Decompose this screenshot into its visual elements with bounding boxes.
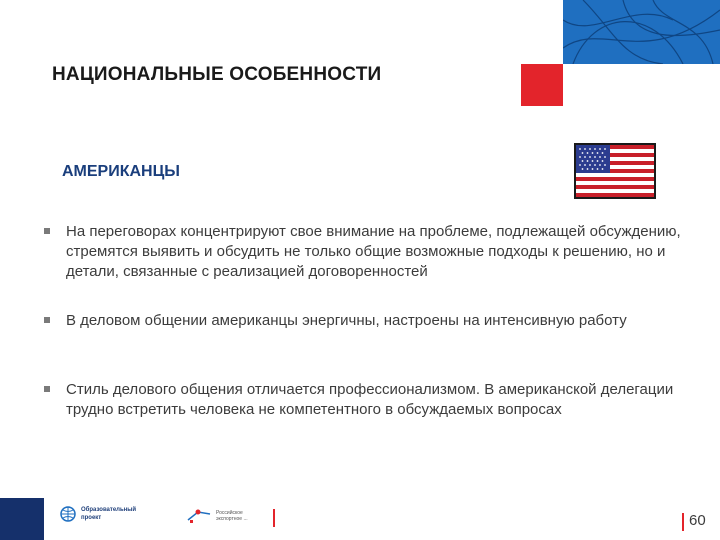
footer-logo-export-center — [186, 506, 252, 526]
decorative-red-block — [521, 64, 563, 106]
section-heading: АМЕРИКАНЦЫ — [62, 163, 180, 180]
globe-logo-icon — [60, 506, 76, 522]
bullet-item-3 — [44, 380, 704, 420]
bullet-item-1 — [44, 222, 704, 282]
bullet-item-2 — [44, 311, 704, 331]
decorative-curves — [563, 0, 720, 64]
bullet-marker-icon — [44, 228, 50, 234]
export-logo-icon — [186, 506, 212, 526]
footer-logo-education-project — [60, 506, 143, 522]
page-title: НАЦИОНАЛЬНЫЕ ОСОБЕННОСТИ — [52, 64, 382, 85]
bullet-marker-icon — [44, 386, 50, 392]
us-flag-icon — [574, 143, 656, 199]
bullet-text: В деловом общении американцы энергичны, настроены на интенсивную работу — [66, 312, 627, 329]
bullet-text: На переговорах концентрируют свое внимание на проблеме, подлежащей обсуждению, стремятся выявить и обсудить не только общие возможные подходы к решению, но и детали, связанные с реализацией договоренностей — [66, 223, 681, 280]
page-number-separator — [682, 513, 684, 531]
decorative-blue-block — [563, 0, 720, 64]
page-number: 60 — [689, 512, 706, 529]
footer-navy-block — [0, 498, 44, 540]
bullet-marker-icon — [44, 317, 50, 323]
bullet-text: Стиль делового общения отличается профессионализмом. В американской делегации трудно встретить человека не компетентного в обсуждаемых вопросах — [66, 381, 674, 418]
logo1-label: Образовательный проект — [81, 507, 137, 521]
footer-separator — [273, 509, 275, 527]
logo2-label: Российское экспортное ... — [216, 510, 248, 522]
